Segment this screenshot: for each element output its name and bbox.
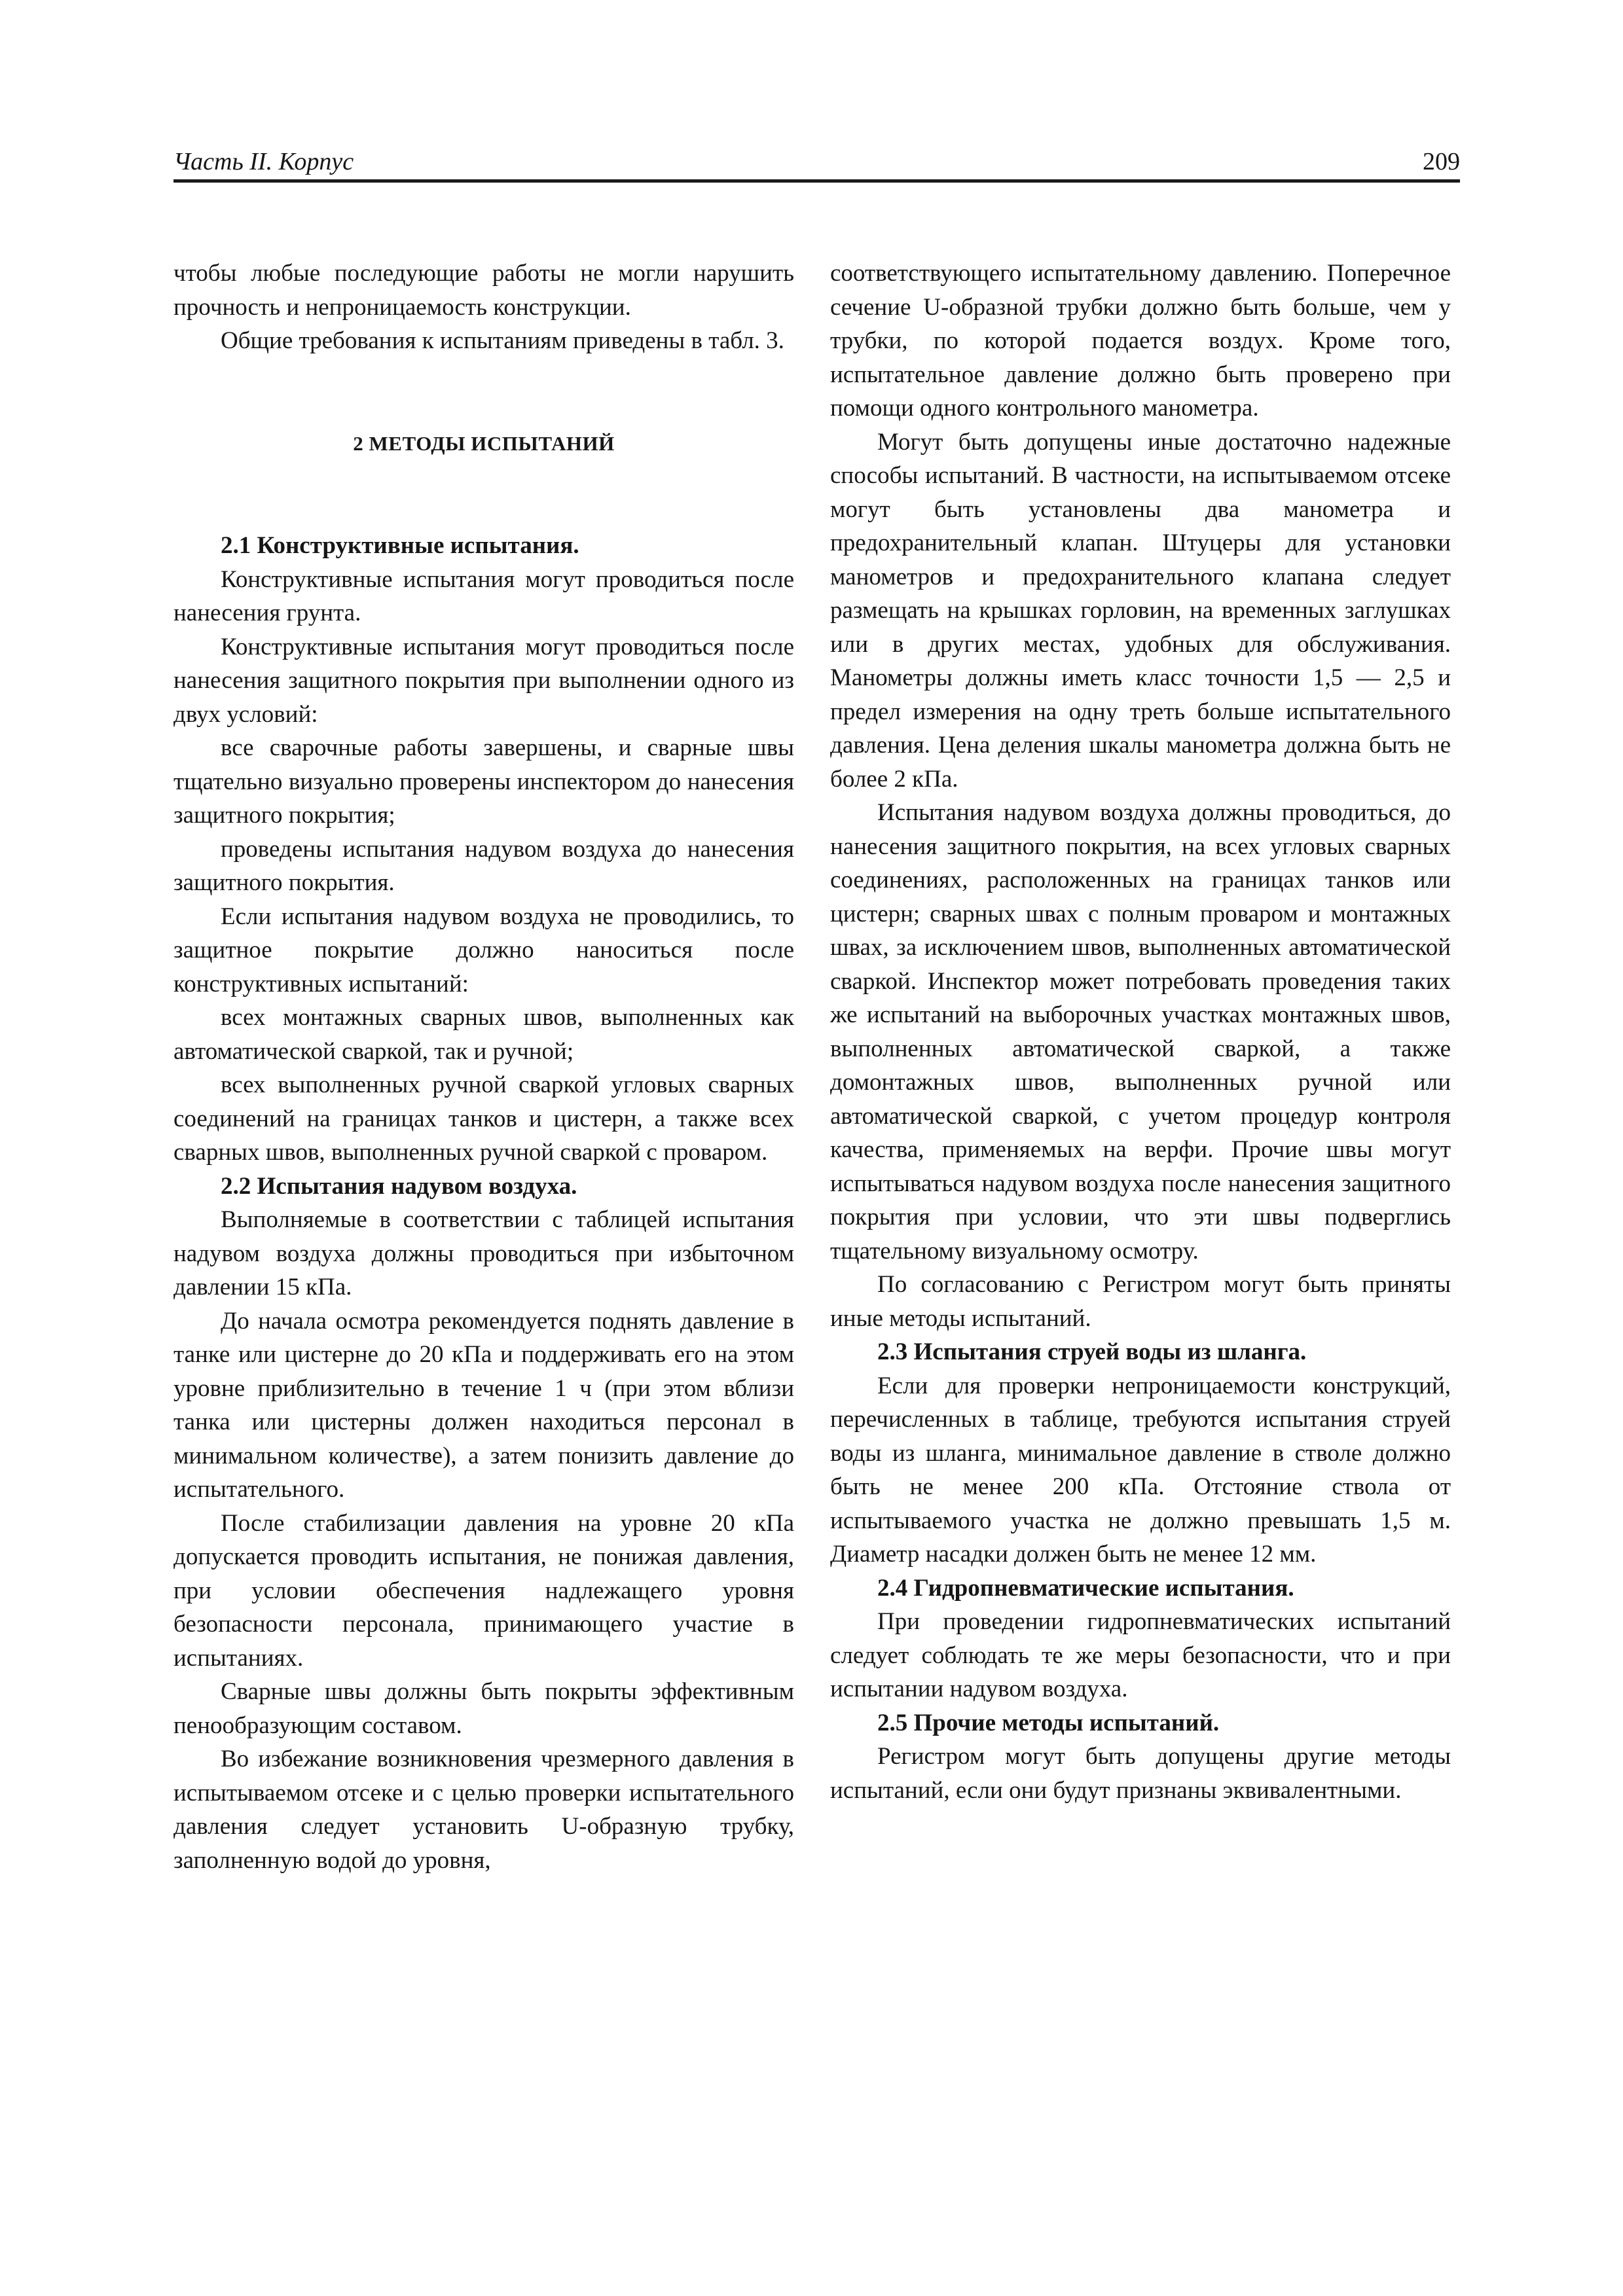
running-header xyxy=(173,145,1460,183)
paragraph: Во избежание возникновения чрезмерного давления в испытываемом отсеке и с целью проверки испытательного давления следует установить U-образную трубку, заполненную водой до уровня, xyxy=(173,1746,794,1874)
paragraph: Испытания надувом воздуха должны проводиться, до нанесения защитного покрытия, на всех угловых сварных соединениях, расположенных на границах танков или цистерн; сварных швах с полным проваром и монтажных швах, за исключением швов, выполненных автоматической сваркой. Инспектор может потребовать проведения таких же испытаний на выборочных участках монтажных швов, выполненных автоматической сваркой, а также домонтажных швов, выполненных ручной или автоматической сваркой, с учетом процедур контроля качества, применяемых на верфи. Прочие швы могут испытываться надувом воздуха после нанесения защитного покрытия при условии, что эти швы подверглись тщательному визуальному осмотру. xyxy=(830,799,1451,1265)
paragraph: По согласованию с Регистром могут быть приняты иные методы испытаний. xyxy=(830,1271,1451,1332)
paragraph: При проведении гидропневматических испытаний следует соблюдать те же меры безопасности, что и при испытании надувом воздуха. xyxy=(830,1608,1451,1702)
paragraph: все сварочные работы завершены, и сварные швы тщательно визуально проверены инспектором до нанесения защитного покрытия; xyxy=(173,734,794,829)
paragraph: До начала осмотра рекомендуется поднять давление в танке или цистерне до 20 кПа и поддерживать его на этом уровне приблизительно в течение 1 ч (при этом вблизи танка или цистерны должен находиться персонал в минимальном количестве), а затем понизить давление до испытательного. xyxy=(173,1307,794,1503)
paragraph: Если испытания надувом воздуха не проводились, то защитное покрытие должно наноситься после конструктивных испытаний: xyxy=(173,903,794,997)
paragraph: всех выполненных ручной сваркой угловых сварных соединений на границах танков и цистерн, а также всех сварных швов, выполненных ручной сваркой с проваром. xyxy=(173,1071,794,1166)
paragraph: Выполняемые в соответствии с таблицей испытания надувом воздуха должны проводиться при избыточном давлении 15 кПа. xyxy=(173,1206,794,1300)
paragraph: Могут быть допущены иные достаточно надежные способы испытаний. В частности, на испытываемом отсеке могут быть установлены два манометра и предохранительный клапан. Штуцеры для установки манометров и предохранительного клапана следует размещать на крышках горловин, на временных заглушках или в других местах, удобных для обслуживания. Манометры должны иметь класс точности 1,5 — 2,5 и предел измерения на одну треть больше испытательного давления. Цена деления шкалы манометра должна быть не более 2 кПа. xyxy=(830,428,1451,793)
paragraph: Если для проверки непроницаемости конструкций, перечисленных в таблице, требуются испытания струей воды из шланга, минимальное давление в стволе должно быть не менее 200 кПа. Отстояние ствола от испытываемого участка не должно превышать 1,5 м. Диаметр насадки должен быть не менее 12 мм. xyxy=(830,1372,1451,1568)
paragraph: чтобы любые последующие работы не могли нарушить прочность и непроницаемость конструкции. xyxy=(173,260,794,321)
paragraph: Конструктивные испытания могут проводиться после нанесения грунта. xyxy=(173,565,794,626)
subsection-heading-2-3: 2.3 Испытания струей воды из шланга. xyxy=(877,1338,1307,1365)
paragraph: После стабилизации давления на уровне 20 кПа допускается проводить испытания, не понижая давления, при условии обеспечения надлежащего уровня безопасности персонала, принимающего участие в испытаниях. xyxy=(173,1509,794,1672)
section-heading: 2 МЕТОДЫ ИСПЫТАНИЙ xyxy=(353,431,615,455)
paragraph: Регистром могут быть допущены другие методы испытаний, если они будут признаны эквивалентными. xyxy=(830,1743,1451,1804)
paragraph: Общие требования к испытаниям приведены в табл. 3. xyxy=(221,327,784,354)
paragraph: проведены испытания надувом воздуха до нанесения защитного покрытия. xyxy=(173,835,794,896)
subsection-heading-2-1: 2.1 Конструктивные испытания. xyxy=(221,532,579,559)
paragraph: Сварные швы должны быть покрыты эффективным пенообразующим составом. xyxy=(173,1678,794,1739)
subsection-heading-2-2: 2.2 Испытания надувом воздуха. xyxy=(221,1172,577,1200)
paragraph: Конструктивные испытания могут проводиться после нанесения защитного покрытия при выполнении одного из двух условий: xyxy=(173,633,794,728)
running-title: Часть II. Корпус xyxy=(173,148,354,175)
right-column xyxy=(830,257,1451,1807)
paragraph: соответствующего испытательному давлению. Поперечное сечение U-образной трубки должно быть больше, чем у трубки, по которой подается воздух. Кроме того, испытательное давление должно быть проверено при помощи одного контрольного манометра. xyxy=(830,260,1451,422)
page-number: 209 xyxy=(1423,148,1460,175)
subsection-heading-2-5: 2.5 Прочие методы испытаний. xyxy=(877,1709,1220,1736)
paragraph: всех монтажных сварных швов, выполненных как автоматической сваркой, так и ручной; xyxy=(173,1004,794,1065)
subsection-heading-2-4: 2.4 Гидропневматические испытания. xyxy=(877,1574,1294,1602)
left-column xyxy=(173,257,794,1877)
